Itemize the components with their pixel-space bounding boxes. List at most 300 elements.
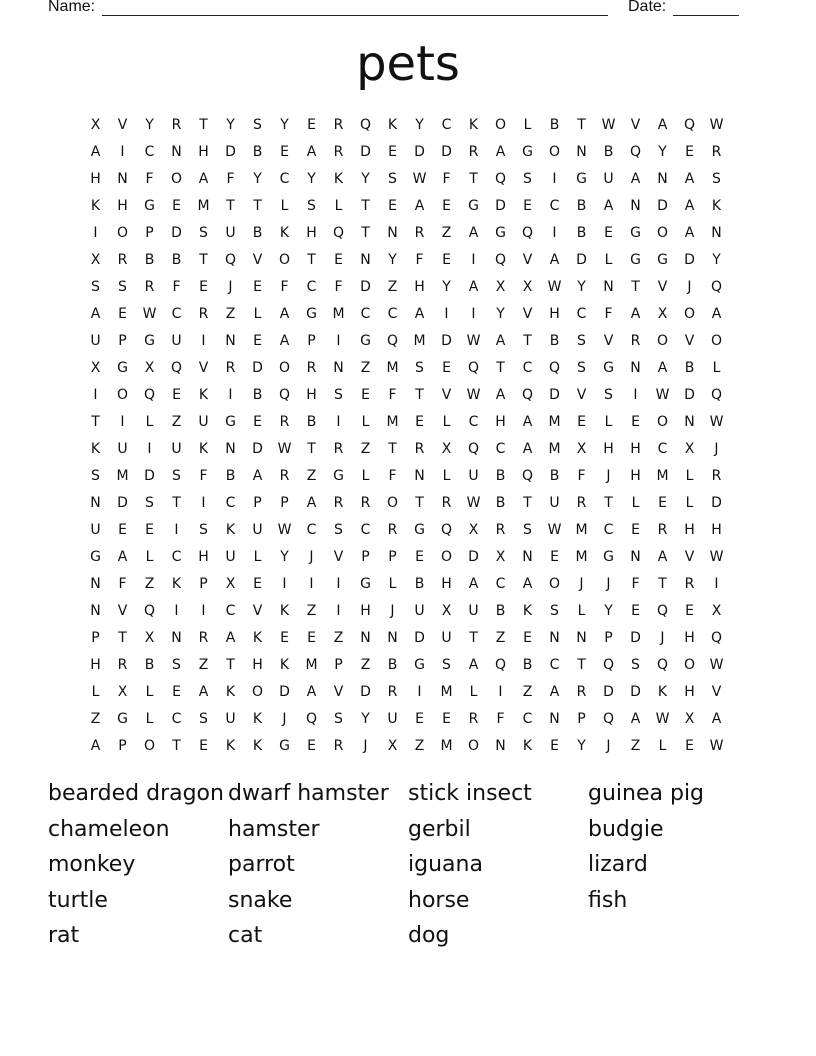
grid-letter[interactable]: P [118, 332, 127, 349]
grid-letter[interactable]: K [90, 440, 101, 457]
grid-letter[interactable]: X [441, 440, 452, 457]
grid-letter[interactable]: C [495, 575, 506, 592]
grid-letter[interactable]: K [198, 440, 209, 457]
grid-letter[interactable]: Q [440, 521, 453, 538]
grid-letter[interactable]: Z [360, 440, 371, 457]
grid-letter[interactable]: P [280, 494, 289, 511]
grid-letter[interactable]: Y [388, 251, 397, 268]
grid-letter[interactable]: Y [280, 548, 289, 565]
grid-letter[interactable]: Y [280, 116, 289, 133]
grid-letter[interactable]: L [469, 683, 478, 700]
grid-letter[interactable]: D [279, 683, 290, 700]
grid-letter[interactable]: E [415, 413, 424, 430]
grid-letter[interactable]: A [711, 710, 722, 727]
grid-letter[interactable]: T [361, 197, 370, 214]
grid-letter[interactable]: E [253, 413, 262, 430]
grid-letter[interactable]: T [226, 656, 235, 673]
grid-letter[interactable]: V [576, 386, 587, 403]
grid-letter[interactable]: K [333, 170, 344, 187]
grid-letter[interactable]: M [440, 737, 453, 754]
grid-letter[interactable]: D [360, 143, 371, 160]
grid-letter[interactable]: D [549, 386, 560, 403]
grid-letter[interactable]: D [630, 629, 641, 646]
grid-letter[interactable]: M [548, 413, 561, 430]
grid-letter[interactable]: W [709, 548, 724, 565]
grid-letter[interactable]: N [333, 359, 344, 376]
grid-letter[interactable]: G [144, 332, 155, 349]
grid-letter[interactable]: Q [170, 359, 183, 376]
grid-letter[interactable]: X [90, 359, 101, 376]
grid-letter[interactable]: N [576, 143, 587, 160]
grid-letter[interactable]: C [549, 656, 560, 673]
grid-letter[interactable]: P [604, 629, 613, 646]
grid-letter[interactable]: I [147, 440, 152, 457]
grid-letter[interactable]: C [306, 521, 317, 538]
grid-letter[interactable]: Y [442, 278, 451, 295]
grid-letter[interactable]: K [387, 116, 398, 133]
grid-letter[interactable]: R [576, 683, 587, 700]
grid-letter[interactable]: R [657, 521, 668, 538]
grid-letter[interactable]: V [684, 548, 695, 565]
grid-letter[interactable]: Q [710, 386, 723, 403]
grid-letter[interactable]: R [711, 143, 722, 160]
grid-letter[interactable]: J [579, 575, 584, 592]
grid-letter[interactable]: J [606, 737, 611, 754]
grid-letter[interactable]: V [522, 305, 533, 322]
grid-letter[interactable]: A [522, 440, 533, 457]
grid-letter[interactable]: F [226, 170, 235, 187]
grid-letter[interactable]: R [306, 359, 317, 376]
grid-letter[interactable]: U [225, 548, 236, 565]
grid-letter[interactable]: E [334, 251, 343, 268]
grid-letter[interactable]: C [603, 521, 614, 538]
grid-letter[interactable]: Y [307, 170, 316, 187]
grid-letter[interactable]: N [387, 629, 398, 646]
grid-letter[interactable]: C [279, 170, 290, 187]
grid-letter[interactable]: H [306, 386, 317, 403]
grid-letter[interactable]: D [441, 143, 452, 160]
grid-letter[interactable]: O [656, 332, 669, 349]
grid-letter[interactable]: M [386, 359, 399, 376]
grid-letter[interactable]: R [387, 521, 398, 538]
grid-letter[interactable]: L [145, 548, 154, 565]
grid-letter[interactable]: O [386, 494, 399, 511]
grid-letter[interactable]: E [199, 278, 208, 295]
grid-letter[interactable]: T [172, 494, 181, 511]
grid-letter[interactable]: Z [306, 602, 317, 619]
grid-letter[interactable]: F [145, 170, 154, 187]
grid-letter[interactable]: A [684, 197, 695, 214]
grid-letter[interactable]: R [414, 224, 425, 241]
grid-letter[interactable]: B [144, 656, 155, 673]
grid-letter[interactable]: Y [226, 116, 235, 133]
grid-letter[interactable]: M [305, 656, 318, 673]
grid-letter[interactable]: X [117, 683, 128, 700]
grid-letter[interactable]: E [172, 683, 181, 700]
grid-letter[interactable]: Q [224, 251, 237, 268]
grid-letter[interactable]: S [91, 278, 100, 295]
grid-letter[interactable]: E [442, 359, 451, 376]
grid-letter[interactable]: E [442, 251, 451, 268]
grid-letter[interactable]: E [523, 197, 532, 214]
grid-letter[interactable]: C [495, 440, 506, 457]
grid-letter[interactable]: E [685, 737, 694, 754]
grid-letter[interactable]: O [710, 332, 723, 349]
grid-letter[interactable]: I [552, 224, 557, 241]
grid-letter[interactable]: A [90, 737, 101, 754]
grid-letter[interactable]: Q [467, 359, 480, 376]
grid-letter[interactable]: Z [171, 413, 182, 430]
grid-letter[interactable]: G [144, 197, 155, 214]
grid-letter[interactable]: E [280, 143, 289, 160]
grid-letter[interactable]: Y [145, 116, 154, 133]
grid-letter[interactable]: M [332, 305, 345, 322]
grid-letter[interactable]: O [116, 224, 129, 241]
grid-letter[interactable]: K [522, 737, 533, 754]
grid-letter[interactable]: E [253, 575, 262, 592]
grid-letter[interactable]: E [631, 602, 640, 619]
grid-letter[interactable]: L [91, 683, 100, 700]
date-field[interactable] [673, 0, 739, 16]
grid-letter[interactable]: B [144, 251, 155, 268]
grid-letter[interactable]: L [253, 548, 262, 565]
grid-letter[interactable]: D [360, 278, 371, 295]
grid-letter[interactable]: V [630, 116, 641, 133]
grid-letter[interactable]: I [336, 413, 341, 430]
grid-letter[interactable]: P [361, 548, 370, 565]
grid-letter[interactable]: L [685, 467, 694, 484]
grid-letter[interactable]: G [495, 224, 506, 241]
grid-letter[interactable]: X [387, 737, 398, 754]
grid-letter[interactable]: E [118, 305, 127, 322]
grid-letter[interactable]: X [576, 440, 587, 457]
grid-letter[interactable]: V [117, 602, 128, 619]
grid-letter[interactable]: S [172, 656, 181, 673]
grid-letter[interactable]: R [279, 467, 290, 484]
grid-letter[interactable]: X [441, 602, 452, 619]
grid-letter[interactable]: W [547, 521, 562, 538]
grid-letter[interactable]: L [442, 413, 451, 430]
grid-letter[interactable]: U [387, 710, 398, 727]
grid-letter[interactable]: U [90, 521, 101, 538]
grid-letter[interactable]: T [253, 197, 262, 214]
grid-letter[interactable]: V [198, 359, 209, 376]
grid-letter[interactable]: N [522, 548, 533, 565]
grid-letter[interactable]: Y [658, 143, 667, 160]
grid-letter[interactable]: D [657, 197, 668, 214]
grid-letter[interactable]: Z [441, 224, 452, 241]
grid-letter[interactable]: J [390, 602, 395, 619]
grid-letter[interactable]: A [657, 359, 668, 376]
grid-letter[interactable]: D [252, 440, 263, 457]
grid-letter[interactable]: V [441, 386, 452, 403]
grid-letter[interactable]: U [171, 332, 182, 349]
grid-letter[interactable]: Q [710, 629, 723, 646]
grid-letter[interactable]: G [117, 359, 128, 376]
grid-letter[interactable]: L [145, 683, 154, 700]
grid-letter[interactable]: J [687, 278, 692, 295]
grid-letter[interactable]: Z [198, 656, 209, 673]
grid-letter[interactable]: L [361, 467, 370, 484]
name-field[interactable] [102, 0, 608, 16]
grid-letter[interactable]: S [631, 656, 640, 673]
grid-letter[interactable]: C [360, 305, 371, 322]
grid-letter[interactable]: N [630, 548, 641, 565]
grid-letter[interactable]: J [282, 710, 287, 727]
grid-letter[interactable]: E [685, 143, 694, 160]
grid-letter[interactable]: I [120, 413, 125, 430]
grid-letter[interactable]: T [604, 494, 613, 511]
grid-letter[interactable]: I [471, 305, 476, 322]
grid-letter[interactable]: W [709, 656, 724, 673]
grid-letter[interactable]: K [225, 521, 236, 538]
grid-letter[interactable]: R [279, 413, 290, 430]
grid-letter[interactable]: M [413, 332, 426, 349]
grid-letter[interactable]: N [360, 629, 371, 646]
grid-letter[interactable]: J [228, 278, 233, 295]
grid-letter[interactable]: A [711, 305, 722, 322]
grid-letter[interactable]: U [90, 332, 101, 349]
grid-letter[interactable]: A [468, 656, 479, 673]
grid-letter[interactable]: A [657, 548, 668, 565]
grid-letter[interactable]: R [225, 359, 236, 376]
grid-letter[interactable]: S [253, 116, 262, 133]
grid-letter[interactable]: A [306, 683, 317, 700]
grid-letter[interactable]: E [388, 143, 397, 160]
grid-letter[interactable]: E [253, 332, 262, 349]
grid-letter[interactable]: R [198, 305, 209, 322]
grid-letter[interactable]: A [90, 305, 101, 322]
grid-letter[interactable]: E [280, 629, 289, 646]
grid-letter[interactable]: T [496, 359, 505, 376]
grid-letter[interactable]: Z [360, 656, 371, 673]
grid-letter[interactable]: T [91, 413, 100, 430]
grid-letter[interactable]: S [442, 656, 451, 673]
grid-letter[interactable]: R [117, 251, 128, 268]
grid-letter[interactable]: A [117, 548, 128, 565]
grid-letter[interactable]: Y [712, 251, 721, 268]
grid-letter[interactable]: W [466, 494, 481, 511]
grid-letter[interactable]: D [414, 629, 425, 646]
grid-letter[interactable]: W [709, 413, 724, 430]
grid-letter[interactable]: D [252, 359, 263, 376]
grid-letter[interactable]: N [90, 494, 101, 511]
grid-letter[interactable]: N [387, 224, 398, 241]
grid-letter[interactable]: G [279, 737, 290, 754]
grid-letter[interactable]: N [117, 170, 128, 187]
grid-letter[interactable]: U [252, 521, 263, 538]
grid-letter[interactable]: T [226, 197, 235, 214]
grid-letter[interactable]: V [711, 683, 722, 700]
grid-letter[interactable]: I [174, 602, 179, 619]
grid-letter[interactable]: L [388, 575, 397, 592]
grid-letter[interactable]: J [363, 737, 368, 754]
grid-letter[interactable]: G [522, 143, 533, 160]
grid-letter[interactable]: T [523, 332, 532, 349]
grid-letter[interactable]: E [307, 737, 316, 754]
grid-letter[interactable]: H [90, 656, 101, 673]
grid-letter[interactable]: E [523, 629, 532, 646]
grid-letter[interactable]: P [91, 629, 100, 646]
grid-letter[interactable]: K [279, 224, 290, 241]
grid-letter[interactable]: F [388, 467, 397, 484]
grid-letter[interactable]: W [466, 332, 481, 349]
grid-letter[interactable]: M [656, 467, 669, 484]
grid-letter[interactable]: K [657, 683, 668, 700]
grid-letter[interactable]: G [360, 575, 371, 592]
grid-letter[interactable]: R [333, 737, 344, 754]
grid-letter[interactable]: I [282, 575, 287, 592]
grid-letter[interactable]: H [117, 197, 128, 214]
grid-letter[interactable]: Q [143, 386, 156, 403]
grid-letter[interactable]: L [658, 737, 667, 754]
grid-letter[interactable]: E [145, 521, 154, 538]
grid-letter[interactable]: W [709, 116, 724, 133]
grid-letter[interactable]: B [603, 143, 614, 160]
grid-letter[interactable]: Q [521, 467, 534, 484]
grid-letter[interactable]: X [711, 602, 722, 619]
grid-letter[interactable]: A [630, 710, 641, 727]
grid-letter[interactable]: N [549, 629, 560, 646]
grid-letter[interactable]: N [630, 197, 641, 214]
grid-letter[interactable]: A [279, 305, 290, 322]
grid-letter[interactable]: C [522, 710, 533, 727]
grid-letter[interactable]: Y [577, 737, 586, 754]
grid-letter[interactable]: B [495, 467, 506, 484]
grid-letter[interactable]: U [468, 467, 479, 484]
grid-letter[interactable]: Z [333, 629, 344, 646]
grid-letter[interactable]: N [684, 413, 695, 430]
grid-letter[interactable]: R [387, 683, 398, 700]
grid-letter[interactable]: L [604, 413, 613, 430]
grid-letter[interactable]: A [279, 332, 290, 349]
grid-letter[interactable]: A [684, 224, 695, 241]
grid-letter[interactable]: X [495, 548, 506, 565]
grid-letter[interactable]: A [468, 224, 479, 241]
grid-letter[interactable]: P [577, 710, 586, 727]
grid-letter[interactable]: O [278, 251, 291, 268]
grid-letter[interactable]: S [523, 521, 532, 538]
grid-letter[interactable]: O [251, 683, 264, 700]
grid-letter[interactable]: E [604, 224, 613, 241]
grid-letter[interactable]: S [577, 332, 586, 349]
grid-letter[interactable]: C [387, 305, 398, 322]
grid-letter[interactable]: E [307, 116, 316, 133]
grid-letter[interactable]: V [333, 548, 344, 565]
grid-letter[interactable]: S [91, 467, 100, 484]
grid-letter[interactable]: M [116, 467, 129, 484]
grid-letter[interactable]: Q [683, 116, 696, 133]
grid-letter[interactable]: N [225, 332, 236, 349]
grid-letter[interactable]: I [471, 251, 476, 268]
grid-letter[interactable]: N [603, 278, 614, 295]
grid-letter[interactable]: B [522, 656, 533, 673]
grid-letter[interactable]: R [441, 494, 452, 511]
grid-letter[interactable]: A [90, 143, 101, 160]
grid-letter[interactable]: U [441, 629, 452, 646]
grid-letter[interactable]: E [631, 521, 640, 538]
grid-letter[interactable]: D [117, 494, 128, 511]
grid-letter[interactable]: I [444, 305, 449, 322]
grid-letter[interactable]: S [199, 521, 208, 538]
grid-letter[interactable]: W [601, 116, 616, 133]
grid-letter[interactable]: Q [521, 224, 534, 241]
grid-letter[interactable]: T [469, 170, 478, 187]
grid-letter[interactable]: V [657, 278, 668, 295]
grid-letter[interactable]: L [145, 413, 154, 430]
grid-letter[interactable]: K [252, 629, 263, 646]
grid-letter[interactable]: A [198, 683, 209, 700]
grid-letter[interactable]: R [414, 440, 425, 457]
grid-letter[interactable]: A [603, 197, 614, 214]
grid-letter[interactable]: S [388, 170, 397, 187]
grid-letter[interactable]: M [440, 683, 453, 700]
grid-letter[interactable]: E [118, 521, 127, 538]
grid-letter[interactable]: D [684, 386, 695, 403]
grid-letter[interactable]: S [172, 467, 181, 484]
grid-letter[interactable]: E [415, 548, 424, 565]
grid-letter[interactable]: L [145, 710, 154, 727]
grid-letter[interactable]: N [549, 710, 560, 727]
grid-letter[interactable]: I [93, 386, 98, 403]
grid-letter[interactable]: D [441, 332, 452, 349]
grid-letter[interactable]: X [144, 629, 155, 646]
grid-letter[interactable]: Q [602, 656, 615, 673]
grid-letter[interactable]: G [468, 197, 479, 214]
grid-letter[interactable]: R [711, 467, 722, 484]
grid-letter[interactable]: H [90, 170, 101, 187]
grid-letter[interactable]: K [711, 197, 722, 214]
grid-letter[interactable]: L [442, 467, 451, 484]
grid-letter[interactable]: X [522, 278, 533, 295]
grid-letter[interactable]: D [711, 494, 722, 511]
grid-letter[interactable]: S [415, 359, 424, 376]
grid-letter[interactable]: W [142, 305, 157, 322]
grid-letter[interactable]: C [657, 440, 668, 457]
grid-letter[interactable]: Q [548, 359, 561, 376]
grid-letter[interactable]: V [522, 251, 533, 268]
grid-letter[interactable]: N [90, 602, 101, 619]
grid-letter[interactable]: A [414, 197, 425, 214]
grid-letter[interactable]: B [387, 656, 398, 673]
grid-letter[interactable]: K [252, 710, 263, 727]
grid-letter[interactable]: D [684, 251, 695, 268]
grid-letter[interactable]: T [631, 278, 640, 295]
grid-letter[interactable]: I [336, 332, 341, 349]
grid-letter[interactable]: U [117, 440, 128, 457]
grid-letter[interactable]: B [225, 467, 236, 484]
grid-letter[interactable]: A [549, 251, 560, 268]
grid-letter[interactable]: X [495, 278, 506, 295]
grid-letter[interactable]: R [576, 494, 587, 511]
grid-letter[interactable]: Q [602, 710, 615, 727]
grid-letter[interactable]: Q [143, 602, 156, 619]
grid-letter[interactable]: E [361, 386, 370, 403]
grid-letter[interactable]: V [333, 683, 344, 700]
grid-letter[interactable]: L [712, 359, 721, 376]
grid-letter[interactable]: W [277, 440, 292, 457]
grid-letter[interactable]: D [171, 224, 182, 241]
grid-letter[interactable]: Y [496, 305, 505, 322]
grid-letter[interactable]: P [118, 737, 127, 754]
grid-letter[interactable]: L [577, 602, 586, 619]
grid-letter[interactable]: T [361, 224, 370, 241]
grid-letter[interactable]: L [685, 494, 694, 511]
grid-letter[interactable]: I [120, 143, 125, 160]
grid-letter[interactable]: E [658, 494, 667, 511]
grid-letter[interactable]: B [252, 143, 263, 160]
grid-letter[interactable]: R [333, 440, 344, 457]
